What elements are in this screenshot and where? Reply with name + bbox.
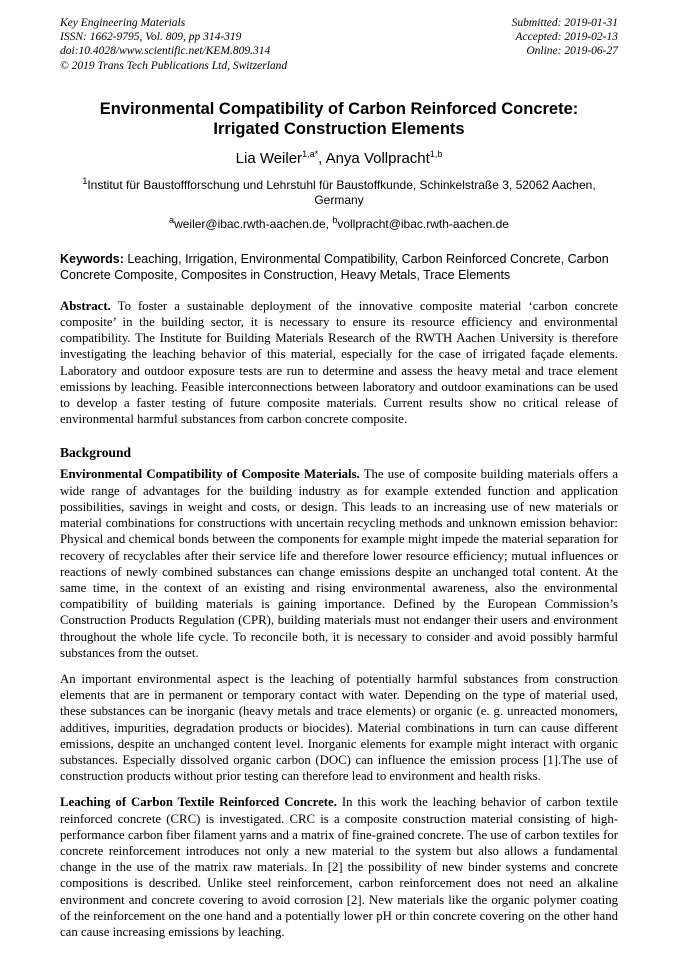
author-affiliation-mark: 1,b [429, 148, 443, 159]
online-date: Online: 2019-06-27 [526, 45, 618, 58]
paper-title [60, 99, 618, 139]
author-affiliation-mark: 1,a* [302, 148, 319, 159]
accepted-date: Accepted: 2019-02-13 [515, 31, 618, 44]
author-name: , Anya Vollpracht [318, 149, 430, 167]
paper-title-line2: Irrigated Construction Elements [213, 119, 465, 138]
affiliation-text: Institut für Baustoffforschung und Lehrstuhl für Baustoffkunde, Schinkelstraße 3, 52062 Aachen, Germany [87, 177, 596, 207]
journal-header [60, 16, 618, 73]
section-heading-background: Background [60, 445, 132, 461]
email-mark: a [169, 214, 175, 225]
paragraph-lead: Leaching of Carbon Textile Reinforced Concrete. [60, 795, 337, 810]
keywords-text: Leaching, Irrigation, Environmental Compatibility, Carbon Reinforced Concrete, Carbon Concrete Composite, Composites in Construction, Heavy Metals, Trace Elements [60, 251, 609, 282]
submitted-date: Submitted: 2019-01-31 [511, 17, 618, 29]
authors-line [60, 150, 618, 168]
journal-name: Key Engineering Materials [60, 17, 186, 29]
journal-info [60, 16, 287, 73]
emails-line [60, 214, 618, 232]
paragraph-text: An important environmental aspect is the leaching of potentially harmful substances from construction elements that are in permanent or temporary contact with water. Depending on the type of material used, these substances can be inorganic (heavy metals and trace elements) or organic (e. g. unreacted monomers, additives, impurities, degradation products or biocides). Material combinations in turn can cause different emissions, despite an unchanged content level. Inorganic elements for example might interact with organic substances. Especially dissolved organic carbon (DOC) can influence the emission process [1].The use of construction products without prior testing can therefore lead to environment and health risks. [60, 671, 618, 784]
journal-doi: doi:10.4028/www.scientific.net/KEM.809.314 [60, 45, 271, 58]
abstract-label: Abstract. [60, 298, 111, 313]
journal-issn-volume: ISSN: 1662-9795, Vol. 809, pp 314-319 [60, 31, 242, 44]
paragraph-composite-materials [60, 466, 618, 660]
paragraph-lead: Environmental Compatibility of Composite Materials. [60, 467, 360, 482]
paper-title-line1: Environmental Compatibility of Carbon Reinforced Concrete: [99, 99, 579, 118]
author-email: weiler@ibac.rwth-aachen.de, [174, 216, 333, 231]
affiliation-line [60, 175, 618, 208]
paragraph-text: The use of composite building materials offers a wide range of advantages for the building industry as for example extended function and application possibilities, savings in weight and costs, or design. This leads to an increasing use of new materials or material combinations for constructions with uncertain recycling methods and unknown emission behavior: Physical and chemical bonds between the components for example might impede the material separation for recovery of recyclables after their service life and therefore lower resource efficiency; mutual influences or reactions of newly combined substances can change emissions despite an unchanged total content. At the same time, in the context of an existing and rising environmental awareness, also the environmental compatibility of building materials is gaining importance. Defined by the European Commission’s Construction Products Regulation (CPR), building materials must not endanger their users and environment throughout the whole life cycle. To reconcile both, it is necessary to consider and avoid possibly harmful substances from the outset. [60, 467, 618, 660]
paragraph-leaching-aspect [60, 671, 618, 784]
keywords-label: Keywords: [60, 251, 124, 266]
paragraph-text: In this work the leaching behavior of carbon textile reinforced concrete (CRC) is investigated. CRC is a composite construction material consisting of high-performance carbon fiber filament yarns and a matrix of fine-grained concrete. The use of carbon textiles for concrete reinforcement introduces not only a new material to the system but also allows a fundamental change in the use of the matrix raw materials. In [2] the possibility of new binder systems and concrete compositions is described. Unlike steel reinforcement, carbon reinforcement does not need an alkaline environment and concrete covering to avoid corrosion [2]. New materials like the organic polymer coating of the reinforcement on the one hand and a potentially lower pH or thin concrete covering on the other hand can cause increasing emissions by leaching. [60, 795, 618, 939]
paragraph-crc-leaching [60, 794, 618, 940]
author-email: vollpracht@ibac.rwth-aachen.de [337, 216, 509, 231]
abstract-paragraph [60, 298, 618, 428]
affiliation-mark: 1 [82, 175, 88, 186]
email-mark: b [332, 214, 338, 225]
journal-copyright: © 2019 Trans Tech Publications Ltd, Switzerland [60, 59, 288, 72]
keywords-block [60, 251, 618, 283]
author-name: Lia Weiler [235, 149, 303, 167]
submission-dates [512, 16, 618, 73]
abstract-text: To foster a sustainable deployment of the innovative composite material ‘carbon concrete composite’ in the building sector, it is necessary to ensure its resource efficiency and environmental compatibility. The Institute for Building Materials Research of the RWTH Aachen University is therefore investigating the leaching behavior of this material, especially for the case of irrigated façade elements. Laboratory and outdoor exposure tests are run to determine and assess the heavy metal and trace element emissions by leaching. Feasible interconnections between laboratory and outdoor examinations can be used to develop a faster testing of future composite materials. Current results show no critical release of environmental harmful substances from carbon concrete composite. [60, 298, 618, 427]
